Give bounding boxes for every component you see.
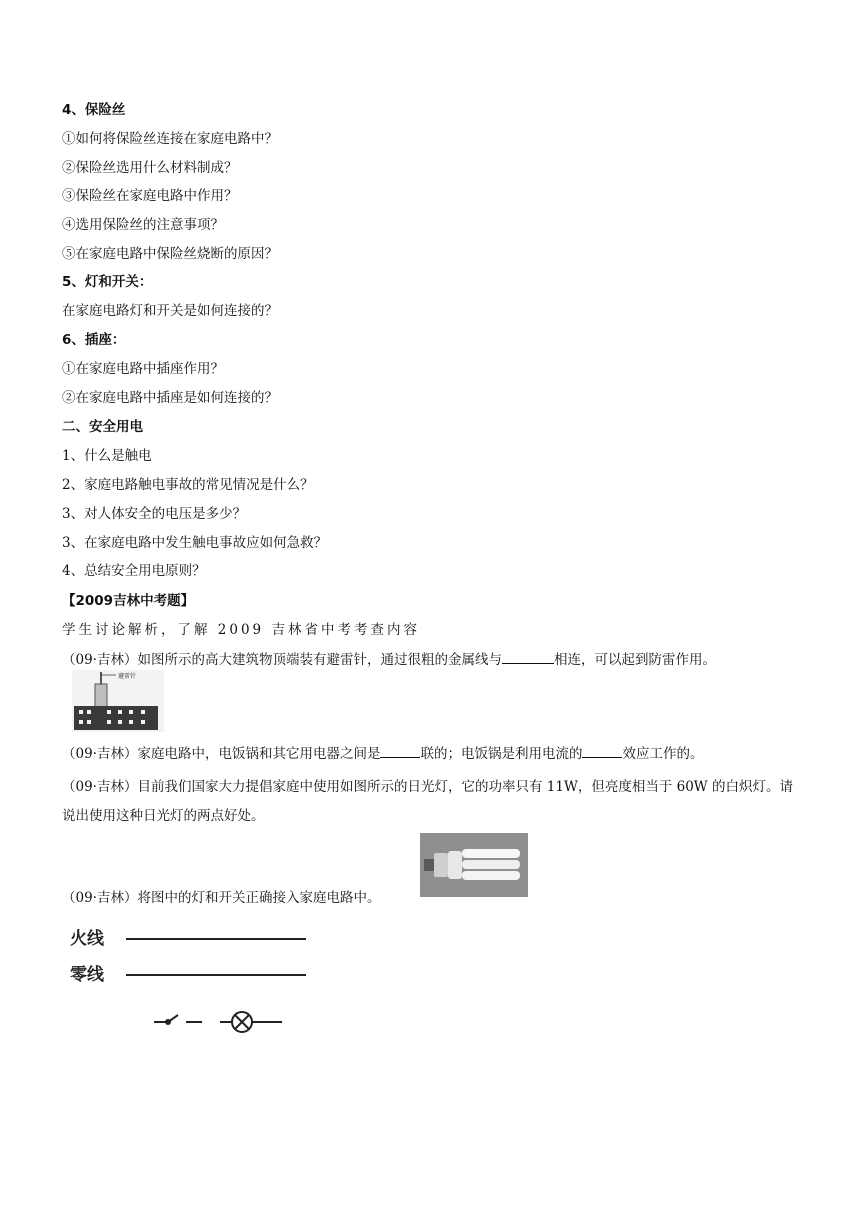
answer-blank[interactable] bbox=[502, 650, 554, 664]
switch-icon bbox=[154, 1015, 202, 1024]
list-item: ①如何将保险丝连接在家庭电路中？ bbox=[62, 131, 278, 147]
question-1 bbox=[62, 650, 716, 669]
heading-fuse: 4、保险丝 bbox=[62, 102, 126, 118]
question-2 bbox=[62, 744, 703, 763]
question-2-part-c: 效应工作的。 bbox=[622, 746, 704, 762]
list-item: ②保险丝选用什么材料制成？ bbox=[62, 160, 238, 176]
answer-blank[interactable] bbox=[582, 744, 622, 758]
building-lightning-rod-figure bbox=[72, 670, 164, 732]
exam-intro: 学生讨论解析，了解 2009 吉林省中考考查内容 bbox=[62, 622, 420, 638]
live-wire-label: 火线 bbox=[70, 929, 104, 949]
list-item: 3、在家庭电路中发生触电事故应如何急救？ bbox=[62, 535, 328, 551]
list-item: ③保险丝在家庭电路中作用？ bbox=[62, 188, 238, 204]
list-item: 2、家庭电路触电事故的常见情况是什么？ bbox=[62, 477, 314, 493]
list-item: 1、什么是触电 bbox=[62, 448, 152, 464]
heading-safety: 二、安全用电 bbox=[62, 419, 143, 435]
question-1-part-b: 相连，可以起到防雷作用。 bbox=[553, 652, 716, 668]
circuit-diagram bbox=[70, 926, 310, 1034]
list-item: 4、总结安全用电原则？ bbox=[62, 563, 206, 579]
list-item: 在家庭电路灯和开关是如何连接的？ bbox=[62, 303, 278, 319]
list-item: ⑤在家庭电路中保险丝烧断的原因？ bbox=[62, 246, 278, 262]
neutral-wire-label: 零线 bbox=[70, 965, 104, 985]
heading-exam: 【2009吉林中考题】 bbox=[62, 593, 195, 609]
lightning-rod-label: 避雷针 bbox=[118, 673, 137, 680]
answer-blank[interactable] bbox=[380, 744, 420, 758]
heading-lamp-switch: 5、灯和开关： bbox=[62, 274, 153, 290]
list-item: ②在家庭电路中插座是如何连接的？ bbox=[62, 390, 278, 406]
energy-saving-lamp-photo bbox=[420, 833, 528, 897]
list-item: ①在家庭电路中插座作用？ bbox=[62, 361, 224, 377]
question-2-part-a: （09·吉林）家庭电路中，电饭锅和其它用电器之间是 bbox=[62, 746, 381, 762]
question-2-part-b: 联的；电饭锅是利用电流的 bbox=[420, 746, 583, 762]
list-item: 3、对人体安全的电压是多少？ bbox=[62, 506, 247, 522]
question-4: （09·吉林）将图中的灯和开关正确接入家庭电路中。 bbox=[62, 890, 381, 906]
list-item: ④选用保险丝的注意事项？ bbox=[62, 217, 224, 233]
question-3: （09·吉林）目前我们国家大力提倡家庭中使用如图所示的日光灯，它的功率只有 11W，但亮度相当于 60W 的白炽灯。请说出使用这种日光灯的两点好处。 bbox=[62, 779, 793, 824]
heading-socket: 6、插座： bbox=[62, 332, 126, 348]
lamp-icon bbox=[220, 1012, 282, 1032]
question-1-part-a: （09·吉林）如图所示的高大建筑物顶端装有避雷针，通过很粗的金属线与 bbox=[62, 652, 502, 668]
